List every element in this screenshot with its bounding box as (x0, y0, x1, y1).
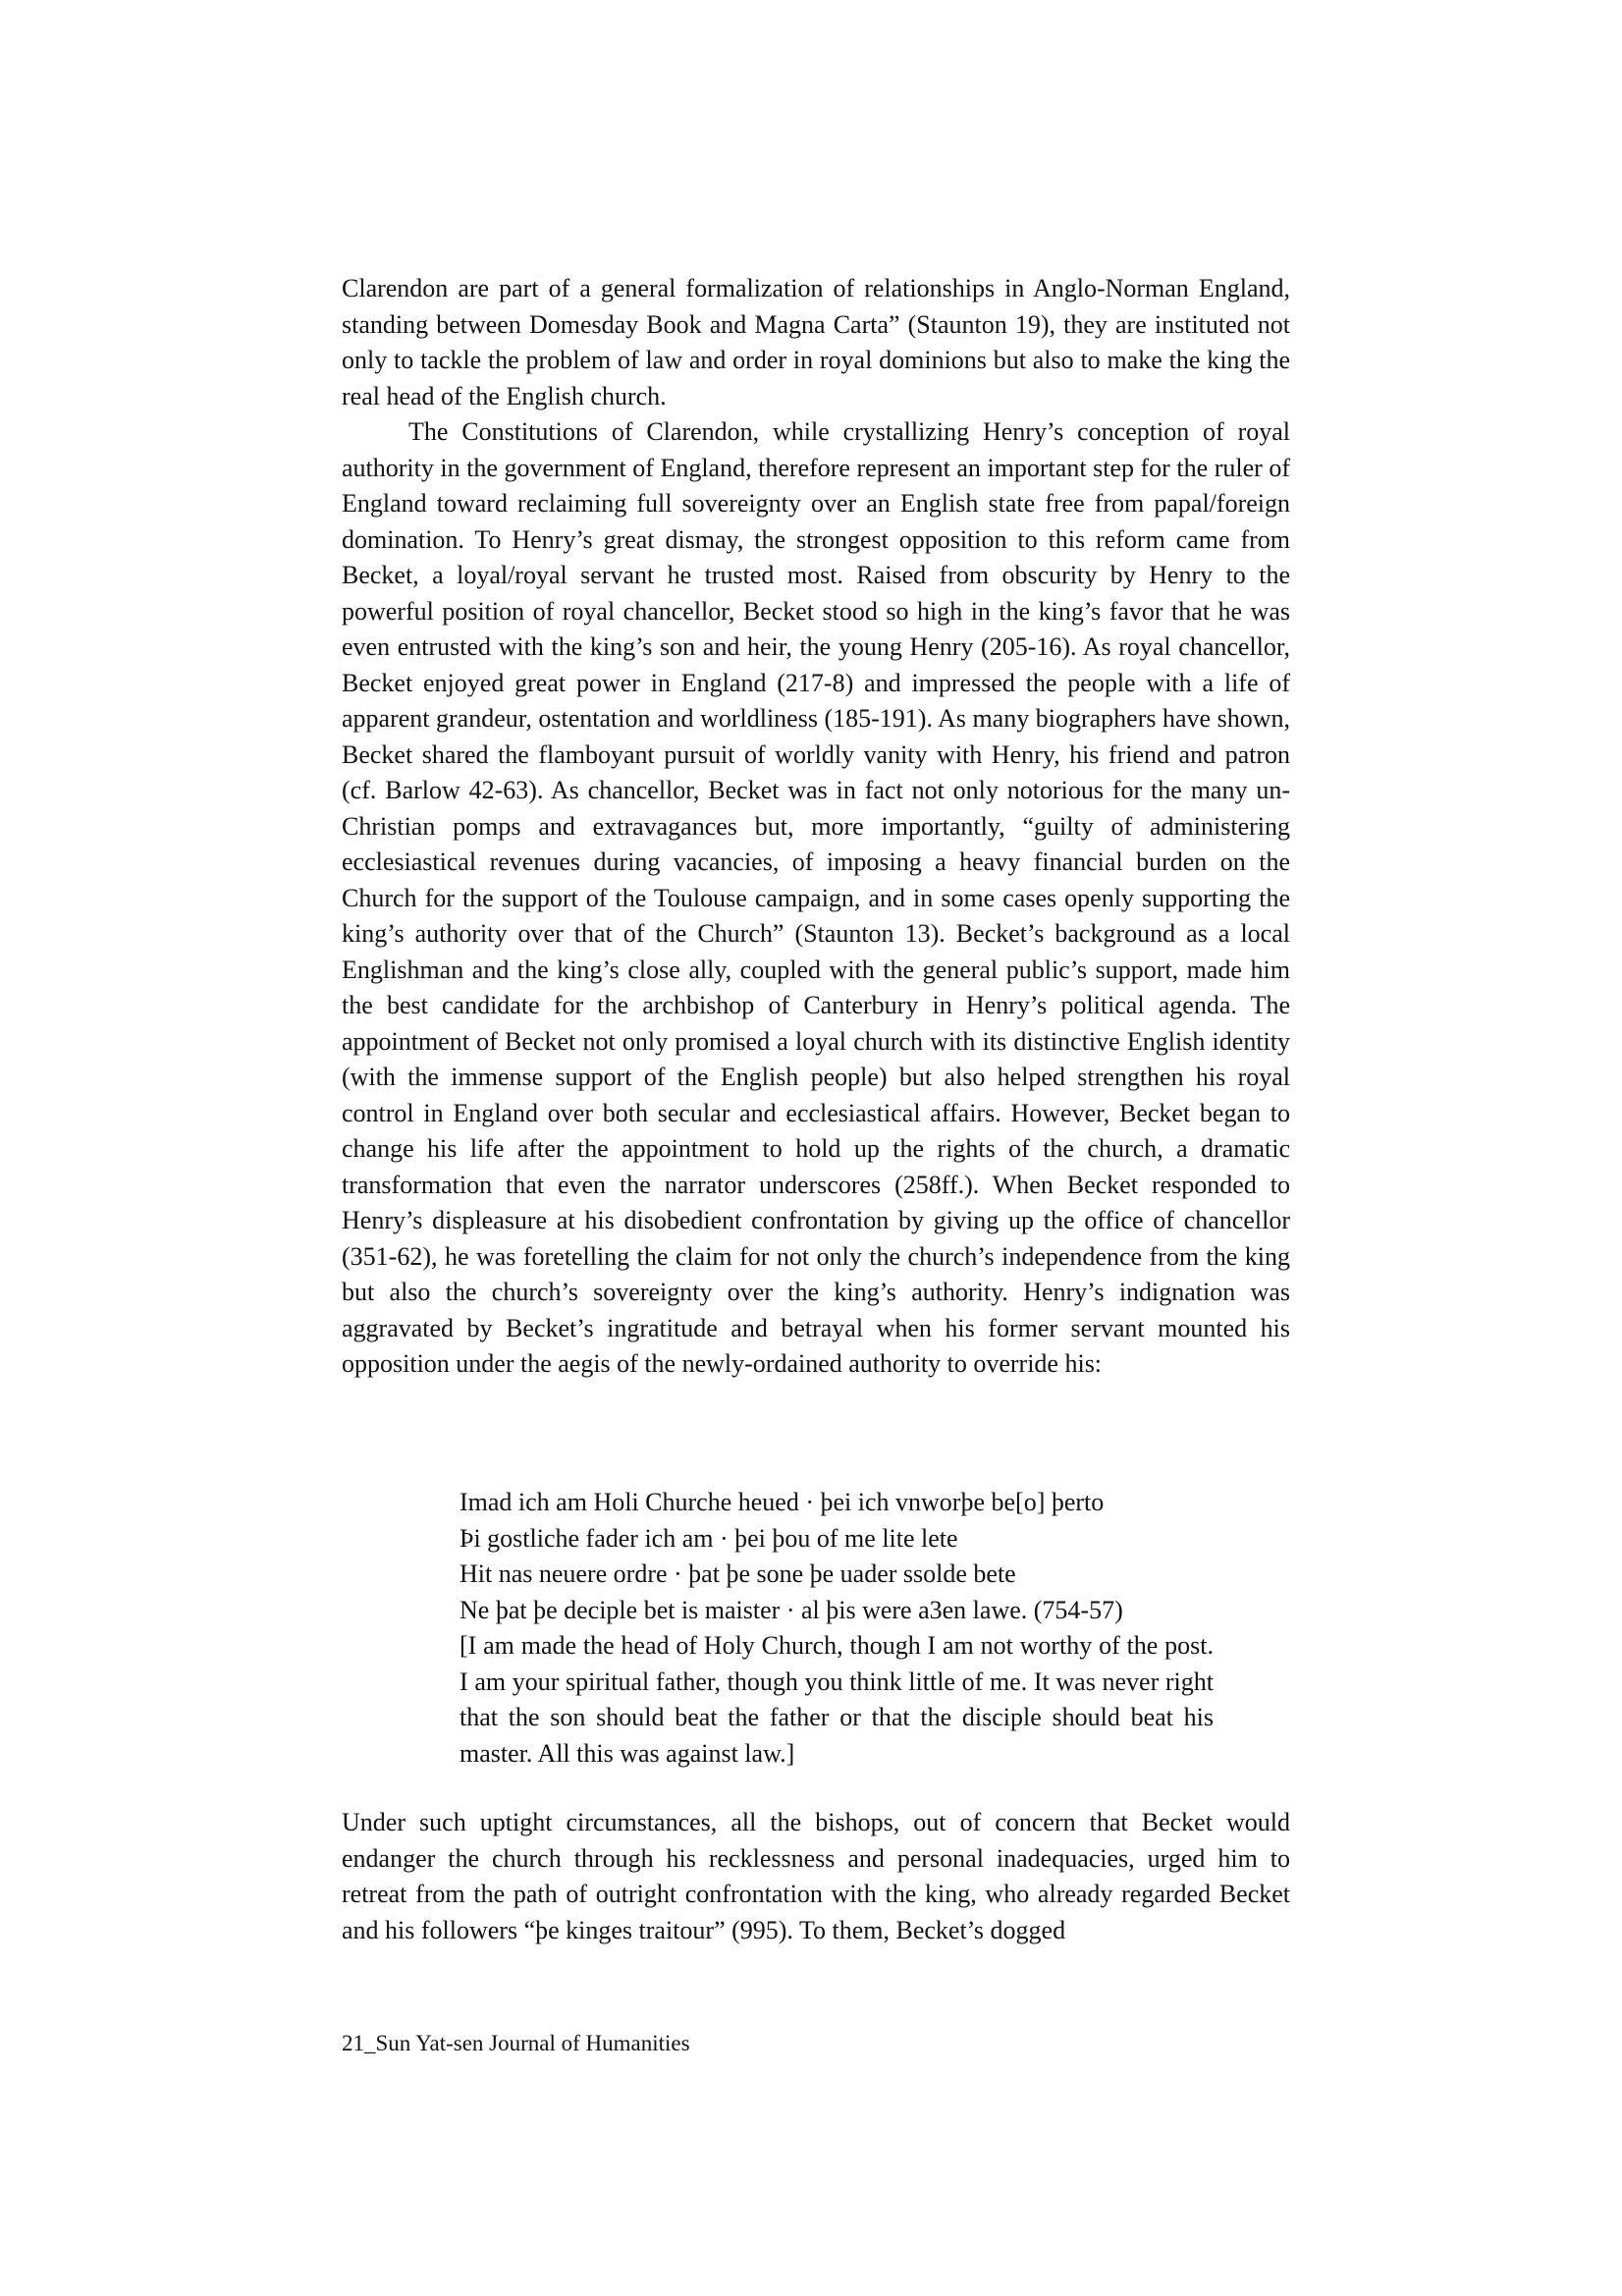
body-text-top (342, 271, 1290, 1383)
verse-line: Þi gostliche fader ich am · þei þou of me lite lete (460, 1523, 958, 1553)
running-footer: 21_Sun Yat-sen Journal of Humanities (342, 2031, 690, 2055)
paragraph-constitutions: The Constitutions of Clarendon, while crystallizing Henry’s conception of royal authority in the government of England, therefore represent an important step for the ruler of England toward reclaiming full sovereignty over an English state free from papal/foreign domination. To Henry’s great dismay, the strongest opposition to this reform came from Becket, a loyal/royal servant he trusted most. Raised from obscurity by Henry to the powerful position of royal chancellor, Becket stood so high in the king’s favor that he was even entrusted with the king’s son and heir, the young Henry (205-16). As royal chancellor, Becket enjoyed great power in England (217-8) and impressed the people with a life of apparent grandeur, ostentation and worldliness (185-191). As many biographers have shown, Becket shared the flamboyant pursuit of worldly vanity with Henry, his friend and patron (cf. Barlow 42-63). As chancellor, Becket was in fact not only notorious for the many un-Christian pomps and extravagances but, more importantly, “guilty of administering ecclesiastical revenues during vacancies, of imposing a heavy financial burden on the Church for the support of the Toulouse campaign, and in some cases openly supporting the king’s authority over that of the Church” (Staunton 13). Becket’s background as a local Englishman and the king’s close ally, coupled with the general public’s support, made him the best candidate for the archbishop of Canterbury in Henry’s political agenda. The appointment of Becket not only promised a loyal church with its distinctive English identity (with the immense support of the English people) but also helped strengthen his royal control in England over both secular and ecclesiastical affairs. However, Becket began to change his life after the appointment to hold up the rights of the church, a dramatic transformation that even the narrator underscores (258ff.). When Becket responded to Henry’s displeasure at his disobedient confrontation by giving up the office of chancellor (351-62), he was foretelling the claim for not only the church’s independence from the king but also the church’s sovereignty over the king’s authority. Henry’s indignation was aggravated by Becket’s ingratitude and betrayal when his former servant mounted his opposition under the aegis of the newly-ordained authority to override his: (342, 417, 1290, 1378)
quote-translation: [I am made the head of Holy Church, though I am not worthy of the post. I am your spiritual father, though you think little of me. It was never right that the son should beat the father or that the disciple should beat his master. All this was against law.] (460, 1631, 1214, 1768)
verse-line: Imad ich am Holi Churche heued · þei ich vnworþe be[o] þerto (460, 1488, 1105, 1516)
paragraph-bishops: Under such uptight circumstances, all the bishops, out of concern that Becket would endanger the church through his recklessness and personal inadequacies, urged him to retreat from the path of outright confrontation with the king, who already regarded Becket and his followers “þe kinges traitour” (995). To them, Becket’s dogged (342, 1808, 1290, 1944)
verse-line: Ne þat þe deciple bet is maister · al þis were a3en lawe. (754-57) (460, 1595, 1123, 1624)
verse-line: Hit nas neuere ordre · þat þe sone þe uader ssolde bete (460, 1559, 1016, 1588)
paragraph-continued: Clarendon are part of a general formalization of relationships in Anglo-Norman England, standing between Domesday Book and Magna Carta” (Staunton 19), they are instituted not only to tackle the problem of law and order in royal dominions but also to make the king the real head of the English church. (342, 274, 1290, 410)
block-quote (460, 1485, 1214, 1772)
body-text-bottom (342, 1805, 1290, 1948)
